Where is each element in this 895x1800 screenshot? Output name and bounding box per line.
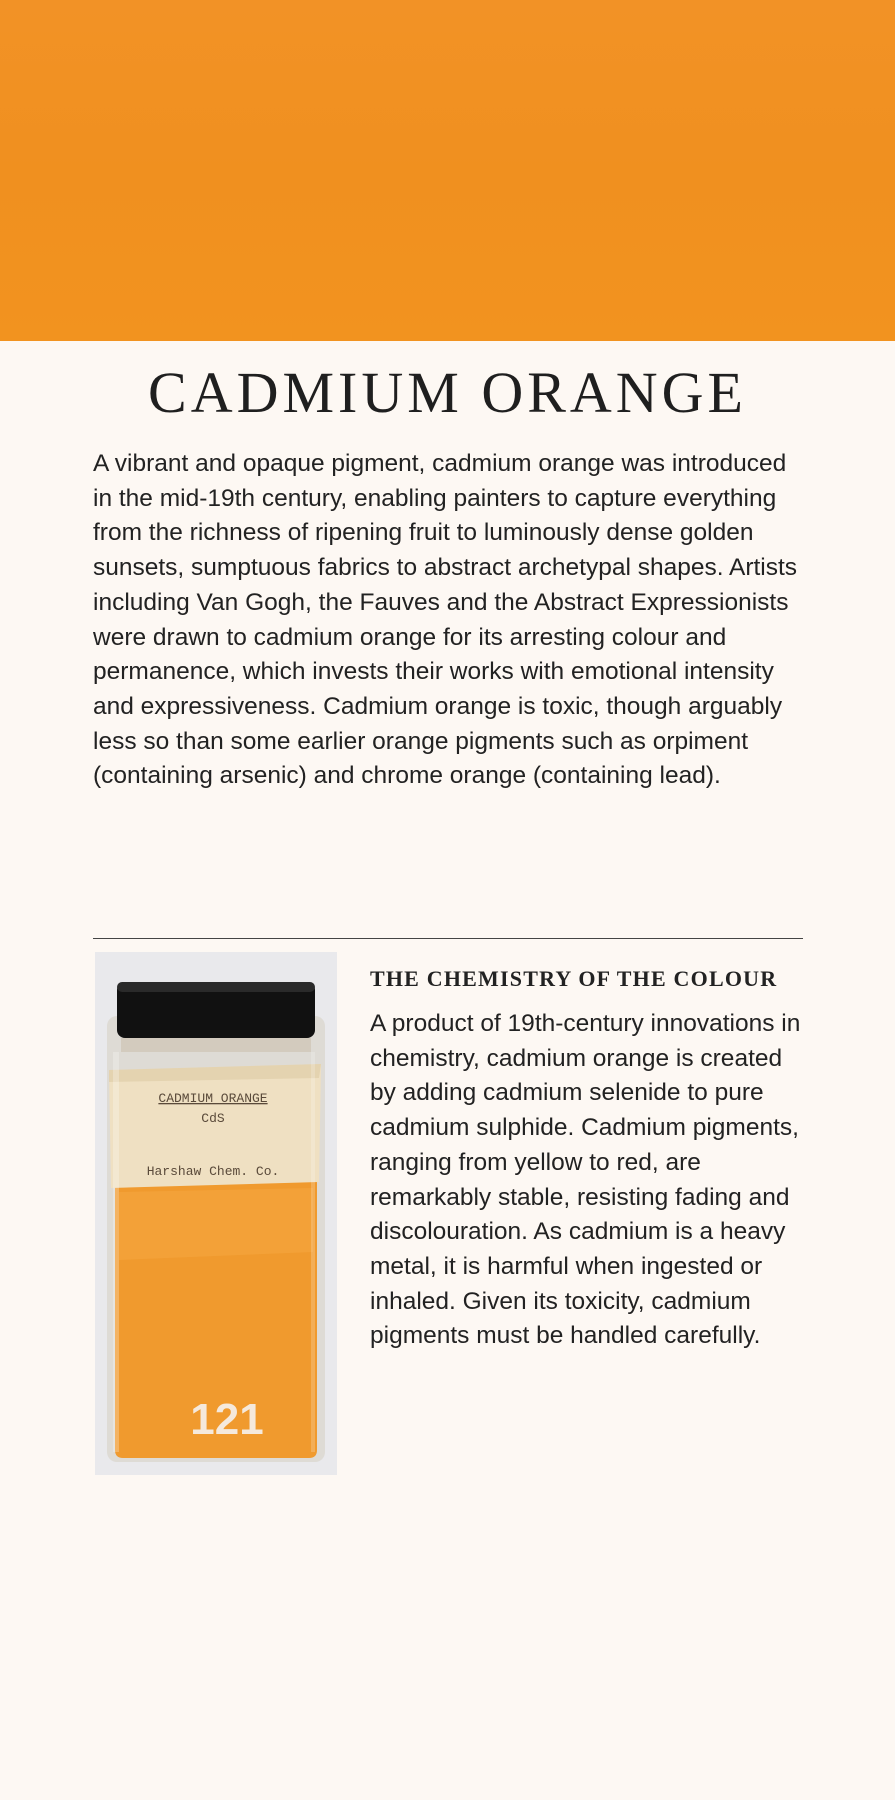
jar-label-formula: CdS	[201, 1111, 225, 1126]
intro-paragraph: A vibrant and opaque pigment, cadmium orange was introduced in the mid-19th century, enabling painters to capture everything from the richness of ripening fruit to luminously dense golden sunsets, sumptuous fabrics to abstract archetypal shapes. Artists including Van Gogh, the Fauves and the Abstract Expressionists were drawn to cadmium orange for its arresting colour and permanence, which invests their works with emotional intensity and expressiveness. Cadmium orange is toxic, though arguably less so than some earlier orange pigments such as orpiment (containing arsenic) and chrome orange (containing lead).	[93, 450, 798, 790]
colour-swatch	[0, 0, 895, 341]
jar-label-name: CADMIUM ORANGE	[158, 1091, 268, 1106]
pigment-jar-photo	[95, 952, 337, 1475]
page-title: CADMIUM ORANGE	[148, 360, 747, 425]
chemistry-paragraph: A product of 19th-century innovations in chemistry, cadmium orange is created by adding cadmium selenide to pure cadmium sulphide. Cadmium pigments, ranging from yellow to red, are remarkably stable, resisting fading and discolouration. As cadmium is a heavy metal, it is harmful when ingested or inhaled. Given its toxicity, cadmium pigments must be handled carefully.	[370, 1010, 801, 1350]
chemistry-heading: THE CHEMISTRY OF THE COLOUR	[370, 966, 778, 991]
section-divider	[93, 938, 803, 939]
jar-number: 121	[190, 1395, 264, 1444]
jar-label-maker: Harshaw Chem. Co.	[146, 1164, 280, 1179]
